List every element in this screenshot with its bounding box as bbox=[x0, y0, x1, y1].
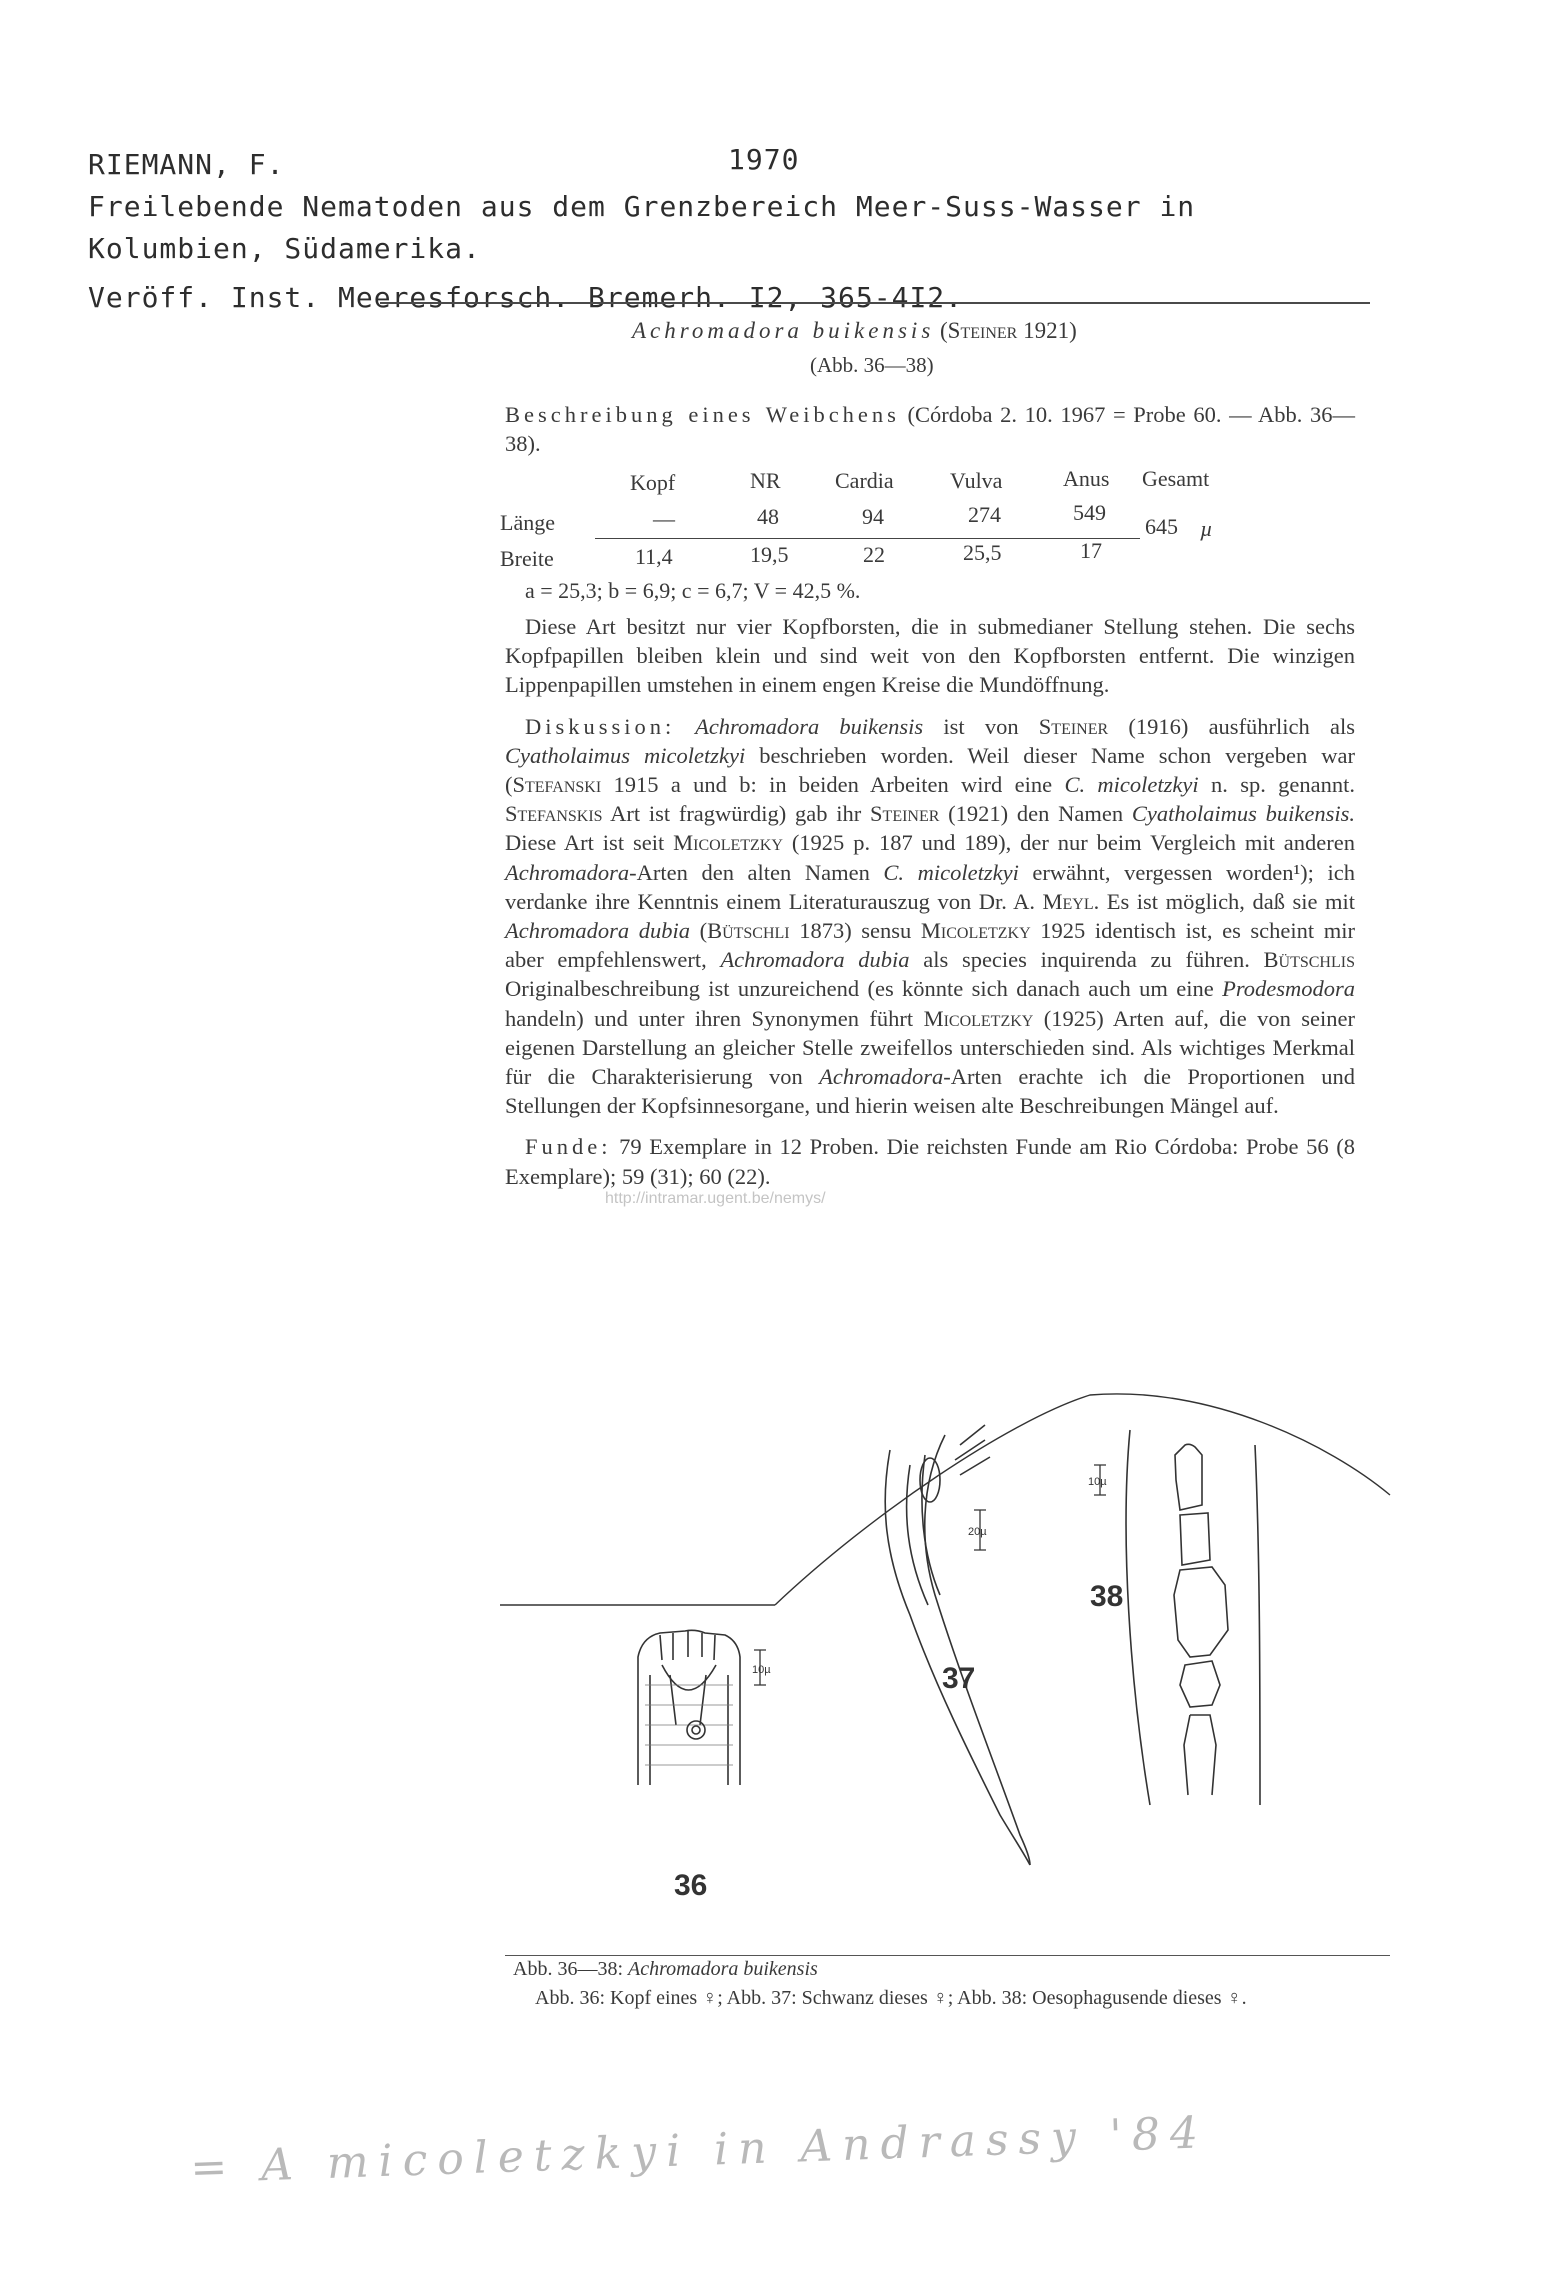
row-laenge-label: Länge bbox=[500, 510, 555, 535]
caption-prefix: Abb. 36—38: bbox=[513, 1958, 628, 1980]
fig36-label: 36 bbox=[674, 1869, 708, 1902]
laenge-gesamt: 645 bbox=[1145, 514, 1178, 539]
fig38-oesophagus bbox=[1094, 1430, 1260, 1805]
author: RIEMANN, F. bbox=[88, 148, 285, 181]
caption-species: Achromadora buikensis bbox=[628, 1958, 818, 1980]
unit: µ bbox=[1200, 516, 1213, 541]
col-anus: Anus bbox=[1063, 466, 1110, 491]
col-gesamt: Gesamt bbox=[1142, 466, 1210, 491]
measurements-table bbox=[500, 462, 1305, 603]
funde-label: Funde: bbox=[525, 1134, 612, 1160]
breite-anus: 17 bbox=[1080, 538, 1102, 563]
fig37-label: 37 bbox=[942, 1662, 976, 1695]
author-name: Micoletzky bbox=[920, 918, 1031, 944]
laenge-kopf: — bbox=[653, 506, 675, 531]
species-name: Achromadora buikensis bbox=[632, 318, 935, 343]
text: -Arten den alten Namen bbox=[629, 859, 884, 885]
fig36-head bbox=[638, 1630, 766, 1785]
text: -Arten erachte ich die Proportionen und Stellungen der Kopfsinnesorgane, und hierin weisen alte Beschreibungen Mängel auf. bbox=[505, 1064, 1355, 1119]
text: (1925) Arten auf, die von seiner eigenen Darstellung an gleicher Stelle zweifellos unterschieden sind. Als wichtiges Merkmal für die Charakterisierung von bbox=[505, 1005, 1355, 1090]
text: ( bbox=[690, 918, 708, 944]
taxon: Achromadora dubia bbox=[720, 947, 910, 973]
main-text bbox=[505, 612, 1355, 1203]
col-vulva: Vulva bbox=[950, 468, 1003, 493]
discussion-label: Diskussion: bbox=[525, 713, 676, 739]
col-kopf: Kopf bbox=[630, 470, 676, 495]
author-name: Bütschlis bbox=[1263, 947, 1355, 973]
text: erwähnt, vergessen worden¹); ich verdanke ihre Kenntnis einem Literaturauszug von Dr. A. bbox=[505, 859, 1355, 914]
caption-rule bbox=[505, 1955, 1390, 1956]
fig-outline-curve bbox=[775, 1394, 1390, 1605]
caption-line-1 bbox=[513, 1958, 818, 1981]
citation: Veröff. Inst. Meeresforsch. Bremerh. I2, 365-4I2. bbox=[88, 281, 964, 314]
laenge-nr: 48 bbox=[757, 504, 779, 529]
text: 1873) sensu bbox=[789, 918, 921, 944]
text: (1921) den Namen bbox=[939, 801, 1132, 827]
table-rule bbox=[595, 538, 1140, 539]
watermark: http://intramar.ugent.be/nemys/ bbox=[605, 1190, 826, 1207]
fig38-label: 38 bbox=[1090, 1580, 1124, 1613]
breite-vulva: 25,5 bbox=[963, 540, 1002, 565]
funde-text: 79 Exemplare in 12 Proben. Die reichsten Funde am Rio Córdoba: Probe 56 (8 Exemplare); 59 (31); 60 (22). bbox=[505, 1134, 1355, 1189]
breite-cardia: 22 bbox=[863, 542, 885, 567]
author-name: Micoletzky bbox=[673, 830, 783, 856]
fig38-scale-label: 10µ bbox=[1088, 1476, 1107, 1488]
author-name: Steiner bbox=[870, 801, 940, 827]
taxon: Achromadora buikensis bbox=[675, 713, 924, 739]
author-name: Micoletzky bbox=[923, 1005, 1034, 1031]
description-intro bbox=[505, 400, 1355, 458]
author-name: Meyl. bbox=[1042, 888, 1100, 914]
text: als species inquirenda zu führen. bbox=[909, 947, 1264, 973]
row-breite-label: Breite bbox=[500, 546, 554, 571]
text: 1915 a und b: in beiden Arbeiten wird eine bbox=[601, 772, 1065, 798]
species-figref: (Abb. 36—38) bbox=[810, 353, 934, 377]
col-nr: NR bbox=[750, 468, 781, 493]
fig36-scale-label: 10µ bbox=[752, 1664, 771, 1676]
description-label: Beschreibung eines Weibchens bbox=[505, 402, 900, 427]
text: (1925 p. 187 und 189), der nur beim Vergleich mit anderen bbox=[782, 830, 1355, 856]
taxon: C. micoletzkyi bbox=[1064, 772, 1199, 798]
fig37-scale-label: 20µ bbox=[968, 1526, 987, 1538]
text: Diese Art ist seit bbox=[505, 830, 674, 856]
author-name: Bütschli bbox=[707, 918, 790, 944]
author-name: Stefanski bbox=[512, 772, 602, 798]
taxon: C. micoletzkyi bbox=[883, 859, 1019, 885]
ratios: a = 25,3; b = 6,9; c = 6,7; V = 42,5 %. bbox=[525, 578, 861, 603]
taxon: Achromadora bbox=[819, 1064, 944, 1090]
author-name: Steiner bbox=[1038, 713, 1109, 739]
title-line-1: Freilebende Nematoden aus dem Grenzbereich Meer-Suss-Wasser in bbox=[88, 190, 1196, 223]
taxon: Cyatholaimus buikensis. bbox=[1131, 801, 1355, 827]
caption-line-2: Abb. 36: Kopf eines ♀; Abb. 37: Schwanz dieses ♀; Abb. 38: Oesophagusende dieses ♀. bbox=[535, 1987, 1247, 2009]
species-heading bbox=[632, 318, 1077, 344]
title-line-2: Kolumbien, Südamerika. bbox=[88, 232, 481, 265]
header-rule bbox=[380, 302, 1370, 304]
text: Originalbeschreibung ist unzureichend (es könnte sich danach auch um eine bbox=[505, 976, 1223, 1002]
text: n. sp. genannt. bbox=[1198, 772, 1356, 798]
species-authority: (Steiner 1921) bbox=[940, 318, 1077, 343]
text: Es ist möglich, daß sie mit bbox=[1099, 888, 1355, 914]
taxon: Cyatholaimus micoletzkyi bbox=[505, 742, 746, 768]
breite-kopf: 11,4 bbox=[635, 544, 673, 569]
text: 1925 identisch ist, es scheint mir aber empfehlenswert, bbox=[505, 918, 1355, 973]
description-rest: (Córdoba 2. 10. 1967 = Probe 60. — Abb. 36—38). bbox=[505, 402, 1356, 457]
year: 1970 bbox=[728, 143, 800, 176]
fig37-tail bbox=[885, 1425, 1030, 1865]
text: beschrieben worden. Weil dieser Name schon vergeben war ( bbox=[505, 742, 1355, 798]
text: Art ist fragwürdig) gab ihr bbox=[602, 801, 871, 827]
text: handeln) und unter ihren Synonymen führt bbox=[505, 1005, 924, 1031]
paragraph-funde bbox=[505, 1132, 1355, 1190]
handwritten-note: = A micoletzkyi in Andrassy '84 bbox=[189, 2107, 1209, 2194]
laenge-cardia: 94 bbox=[862, 504, 884, 529]
author-name: Stefanskis bbox=[505, 801, 603, 827]
taxon: Achromadora dubia bbox=[505, 918, 690, 944]
text: (1916) ausführlich als bbox=[1108, 713, 1355, 739]
breite-nr: 19,5 bbox=[750, 542, 789, 567]
paragraph-description: Diese Art besitzt nur vier Kopfborsten, die in submedianer Stellung stehen. Die sechs Kopfpapillen bleiben klein und sind weit von den Kopfborsten entfernt. Die winzigen Lippenpapillen umstehen in einem engen Kreise die Mundöffnung. bbox=[505, 614, 1355, 698]
text: ist von bbox=[923, 713, 1039, 739]
laenge-anus: 549 bbox=[1073, 500, 1106, 525]
paragraph-discussion bbox=[505, 712, 1355, 1121]
taxon: Prodesmodora bbox=[1222, 976, 1355, 1002]
figure-drawings bbox=[490, 1385, 1400, 1915]
col-cardia: Cardia bbox=[835, 468, 894, 493]
taxon: Achromadora bbox=[505, 859, 630, 885]
laenge-vulva: 274 bbox=[968, 502, 1001, 527]
